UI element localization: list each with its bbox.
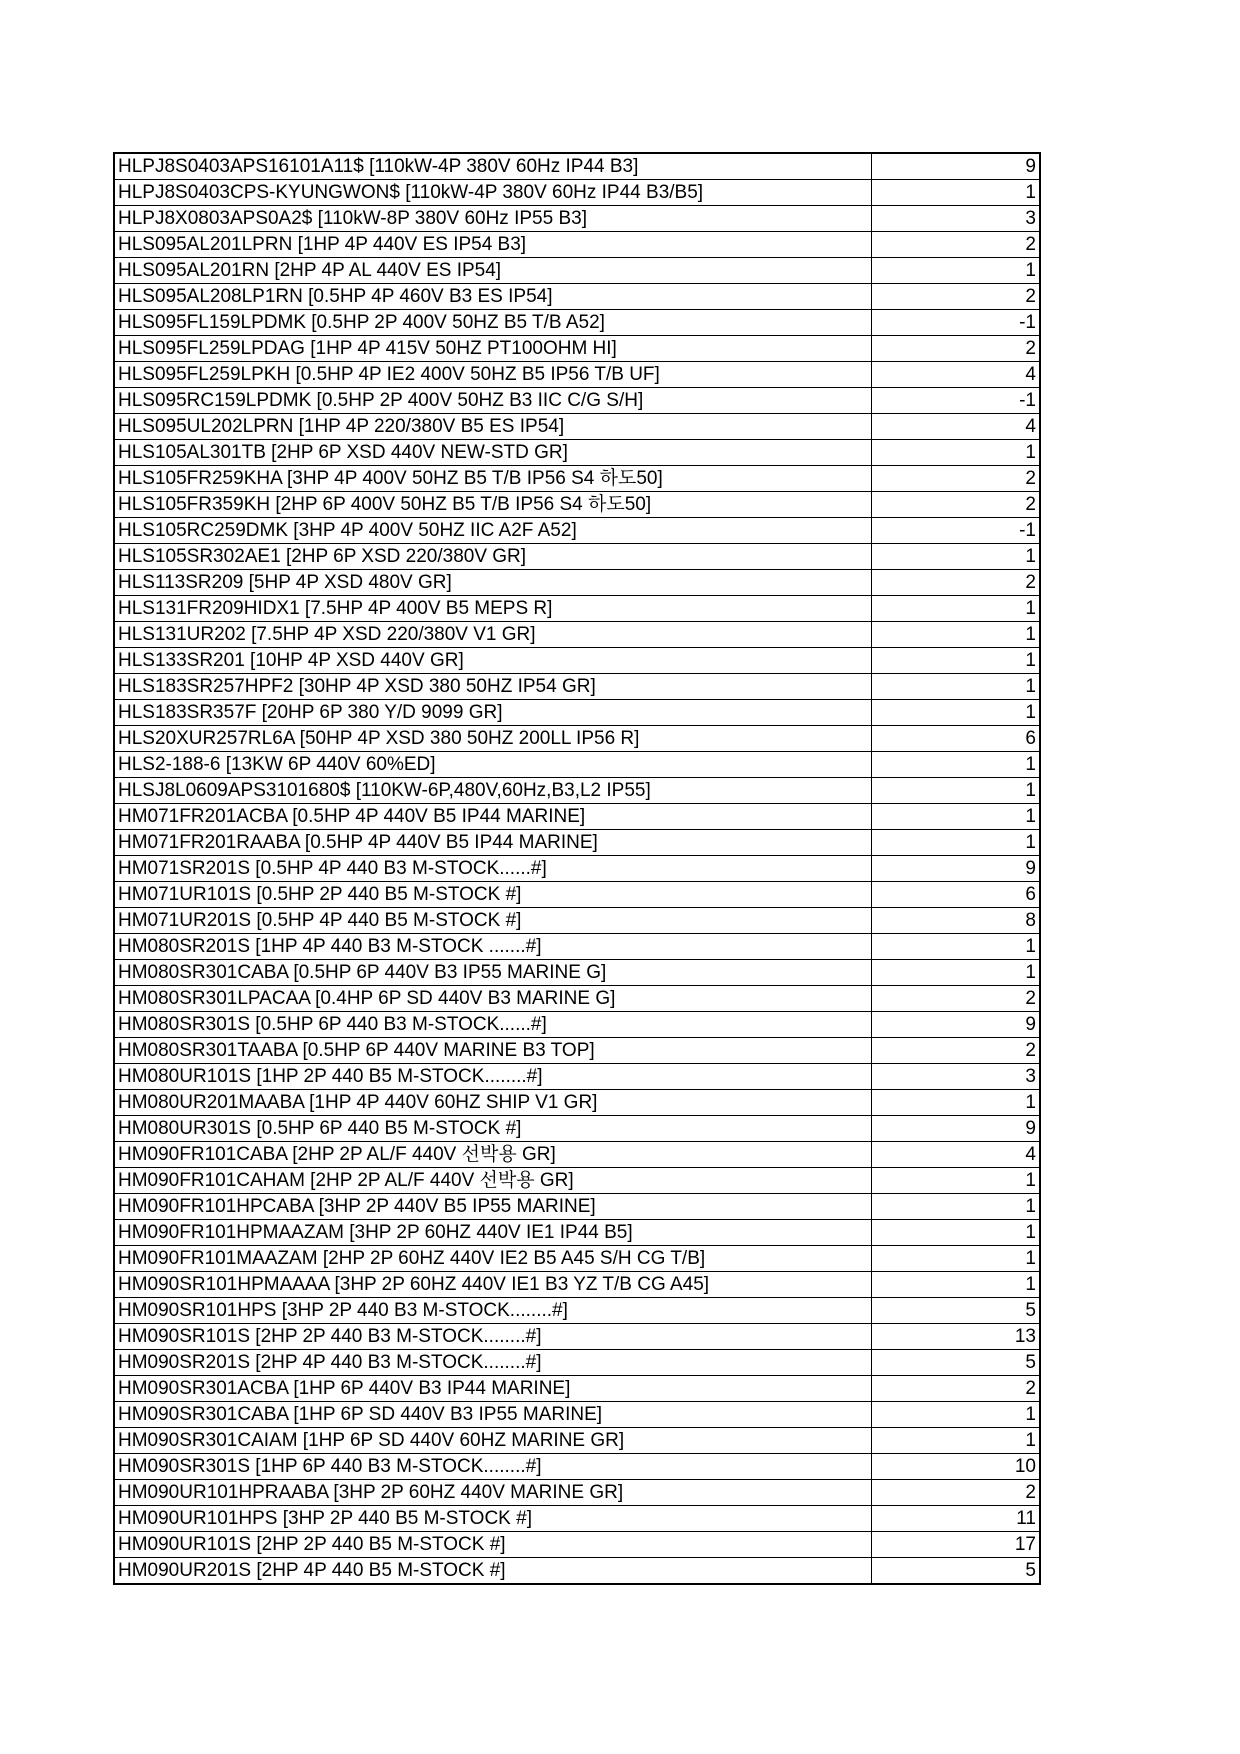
item-quantity-cell: 5	[872, 1558, 1040, 1585]
item-description-cell: HM090UR101HPS [3HP 2P 440 B5 M-STOCK #]	[114, 1506, 872, 1532]
item-description-cell: HLS095AL201RN [2HP 4P AL 440V ES IP54]	[114, 258, 872, 284]
item-description-cell: HM090UR201S [2HP 4P 440 B5 M-STOCK #]	[114, 1558, 872, 1585]
item-description-cell: HLS105FR359KH [2HP 6P 400V 50HZ B5 T/B IP56 S4 하도50]	[114, 492, 872, 518]
item-quantity-cell: 13	[872, 1324, 1040, 1350]
item-description-cell: HLS095FL259LPKH [0.5HP 4P IE2 400V 50HZ B5 IP56 T/B UF]	[114, 362, 872, 388]
table-row	[114, 258, 1040, 284]
table-row	[114, 1324, 1040, 1350]
table-row	[114, 726, 1040, 752]
item-description-cell: HM080UR201MAABA [1HP 4P 440V 60HZ SHIP V1 GR]	[114, 1090, 872, 1116]
item-description-cell: HM090SR301ACBA [1HP 6P 440V B3 IP44 MARINE]	[114, 1376, 872, 1402]
item-quantity-cell: 1	[872, 1272, 1040, 1298]
table-row	[114, 700, 1040, 726]
table-row	[114, 1480, 1040, 1506]
table-row	[114, 1220, 1040, 1246]
item-description-cell: HM090FR101HPCABA [3HP 2P 440V B5 IP55 MARINE]	[114, 1194, 872, 1220]
item-description-cell: HLS20XUR257RL6A [50HP 4P XSD 380 50HZ 200LL IP56 R]	[114, 726, 872, 752]
table-row	[114, 1350, 1040, 1376]
table-row	[114, 1454, 1040, 1480]
item-quantity-cell: 1	[872, 778, 1040, 804]
item-description-cell: HM090FR101MAAZAM [2HP 2P 60HZ 440V IE2 B5 A45 S/H CG T/B]	[114, 1246, 872, 1272]
item-quantity-cell: 5	[872, 1298, 1040, 1324]
item-quantity-cell: 1	[872, 960, 1040, 986]
item-description-cell: HLS095FL159LPDMK [0.5HP 2P 400V 50HZ B5 T/B A52]	[114, 310, 872, 336]
item-description-cell: HLPJ8S0403APS16101A11$ [110kW-4P 380V 60Hz IP44 B3]	[114, 153, 872, 180]
table-row	[114, 960, 1040, 986]
item-quantity-cell: 1	[872, 830, 1040, 856]
item-quantity-cell: 9	[872, 153, 1040, 180]
item-quantity-cell: 4	[872, 1142, 1040, 1168]
table-row	[114, 1064, 1040, 1090]
item-description-cell: HLS095AL208LP1RN [0.5HP 4P 460V B3 ES IP54]	[114, 284, 872, 310]
item-quantity-cell: 6	[872, 882, 1040, 908]
item-quantity-cell: 2	[872, 570, 1040, 596]
item-description-cell: HM090FR101HPMAAZAM [3HP 2P 60HZ 440V IE1 IP44 B5]	[114, 1220, 872, 1246]
item-description-cell: HLS105AL301TB [2HP 6P XSD 440V NEW-STD GR]	[114, 440, 872, 466]
item-quantity-cell: 2	[872, 284, 1040, 310]
item-description-cell: HLS095FL259LPDAG [1HP 4P 415V 50HZ PT100OHM HI]	[114, 336, 872, 362]
item-description-cell: HLS183SR357F [20HP 6P 380 Y/D 9099 GR]	[114, 700, 872, 726]
table-row	[114, 986, 1040, 1012]
table-row	[114, 1558, 1040, 1585]
item-quantity-cell: 1	[872, 180, 1040, 206]
item-description-cell: HLPJ8S0403CPS-KYUNGWON$ [110kW-4P 380V 60Hz IP44 B3/B5]	[114, 180, 872, 206]
item-quantity-cell: 9	[872, 1012, 1040, 1038]
table-row	[114, 232, 1040, 258]
table-row	[114, 1012, 1040, 1038]
item-description-cell: HLS131FR209HIDX1 [7.5HP 4P 400V B5 MEPS R]	[114, 596, 872, 622]
item-description-cell: HLS183SR257HPF2 [30HP 4P XSD 380 50HZ IP54 GR]	[114, 674, 872, 700]
item-quantity-cell: -1	[872, 388, 1040, 414]
item-description-cell: HM071SR201S [0.5HP 4P 440 B3 M-STOCK......#]	[114, 856, 872, 882]
item-description-cell: HLS095UL202LPRN [1HP 4P 220/380V B5 ES IP54]	[114, 414, 872, 440]
table-row	[114, 518, 1040, 544]
item-quantity-cell: 4	[872, 362, 1040, 388]
table-row	[114, 1194, 1040, 1220]
item-description-cell: HM090SR301CAIAM [1HP 6P SD 440V 60HZ MARINE GR]	[114, 1428, 872, 1454]
item-description-cell: HM090FR101CABA [2HP 2P AL/F 440V 선박용 GR]	[114, 1142, 872, 1168]
item-description-cell: HLS105SR302AE1 [2HP 6P XSD 220/380V GR]	[114, 544, 872, 570]
table-row	[114, 1506, 1040, 1532]
item-quantity-cell: 1	[872, 752, 1040, 778]
table-row	[114, 908, 1040, 934]
table-row	[114, 206, 1040, 232]
item-quantity-cell: 2	[872, 1376, 1040, 1402]
table-row	[114, 622, 1040, 648]
item-quantity-cell: 1	[872, 596, 1040, 622]
table-row	[114, 1272, 1040, 1298]
item-description-cell: HM090SR101S [2HP 2P 440 B3 M-STOCK........#]	[114, 1324, 872, 1350]
item-quantity-cell: 2	[872, 336, 1040, 362]
item-description-cell: HLPJ8X0803APS0A2$ [110kW-8P 380V 60Hz IP55 B3]	[114, 206, 872, 232]
item-quantity-cell: 1	[872, 648, 1040, 674]
item-quantity-cell: 5	[872, 1350, 1040, 1376]
item-description-cell: HLS105FR259KHA [3HP 4P 400V 50HZ B5 T/B IP56 S4 하도50]	[114, 466, 872, 492]
item-description-cell: HM080SR301TAABA [0.5HP 6P 440V MARINE B3 TOP]	[114, 1038, 872, 1064]
item-description-cell: HM071FR201RAABA [0.5HP 4P 440V B5 IP44 MARINE]	[114, 830, 872, 856]
item-quantity-cell: 1	[872, 1402, 1040, 1428]
item-quantity-cell: 10	[872, 1454, 1040, 1480]
table-row	[114, 1246, 1040, 1272]
item-quantity-cell: 1	[872, 804, 1040, 830]
table-row	[114, 153, 1040, 180]
item-quantity-cell: 3	[872, 1064, 1040, 1090]
item-quantity-cell: 1	[872, 1220, 1040, 1246]
inventory-table	[113, 152, 1041, 1585]
item-quantity-cell: 1	[872, 1194, 1040, 1220]
item-quantity-cell: 1	[872, 1090, 1040, 1116]
item-description-cell: HM090UR101S [2HP 2P 440 B5 M-STOCK #]	[114, 1532, 872, 1558]
item-quantity-cell: 1	[872, 934, 1040, 960]
item-description-cell: HM080SR201S [1HP 4P 440 B3 M-STOCK .......#]	[114, 934, 872, 960]
table-row	[114, 1116, 1040, 1142]
item-quantity-cell: 17	[872, 1532, 1040, 1558]
item-description-cell: HLS105RC259DMK [3HP 4P 400V 50HZ IIC A2F A52]	[114, 518, 872, 544]
item-description-cell: HM080SR301LPACAA [0.4HP 6P SD 440V B3 MARINE G]	[114, 986, 872, 1012]
table-row	[114, 648, 1040, 674]
table-row	[114, 1376, 1040, 1402]
item-quantity-cell: 9	[872, 1116, 1040, 1142]
table-row	[114, 466, 1040, 492]
inventory-rows	[114, 153, 1040, 1584]
item-description-cell: HM080SR301S [0.5HP 6P 440 B3 M-STOCK......#]	[114, 1012, 872, 1038]
item-description-cell: HLS133SR201 [10HP 4P XSD 440V GR]	[114, 648, 872, 674]
item-description-cell: HM090SR201S [2HP 4P 440 B3 M-STOCK........#]	[114, 1350, 872, 1376]
table-row	[114, 1298, 1040, 1324]
item-quantity-cell: 1	[872, 440, 1040, 466]
table-row	[114, 284, 1040, 310]
table-row	[114, 1532, 1040, 1558]
table-row	[114, 752, 1040, 778]
table-row	[114, 778, 1040, 804]
table-row	[114, 882, 1040, 908]
item-quantity-cell: 1	[872, 674, 1040, 700]
item-quantity-cell: 2	[872, 492, 1040, 518]
item-quantity-cell: 1	[872, 700, 1040, 726]
item-quantity-cell: 2	[872, 1480, 1040, 1506]
item-description-cell: HM090SR301S [1HP 6P 440 B3 M-STOCK........#]	[114, 1454, 872, 1480]
item-quantity-cell: 2	[872, 986, 1040, 1012]
table-row	[114, 492, 1040, 518]
inventory-sheet	[113, 152, 1041, 1585]
item-description-cell: HLS113SR209 [5HP 4P XSD 480V GR]	[114, 570, 872, 596]
item-quantity-cell: -1	[872, 310, 1040, 336]
item-description-cell: HM080SR301CABA [0.5HP 6P 440V B3 IP55 MARINE G]	[114, 960, 872, 986]
item-description-cell: HM071FR201ACBA [0.5HP 4P 440V B5 IP44 MARINE]	[114, 804, 872, 830]
table-row	[114, 414, 1040, 440]
table-row	[114, 934, 1040, 960]
item-description-cell: HM071UR201S [0.5HP 4P 440 B5 M-STOCK #]	[114, 908, 872, 934]
table-row	[114, 674, 1040, 700]
table-row	[114, 1038, 1040, 1064]
table-row	[114, 336, 1040, 362]
item-description-cell: HM071UR101S [0.5HP 2P 440 B5 M-STOCK #]	[114, 882, 872, 908]
table-row	[114, 310, 1040, 336]
table-row	[114, 856, 1040, 882]
item-quantity-cell: 1	[872, 1246, 1040, 1272]
item-description-cell: HM090FR101CAHAM [2HP 2P AL/F 440V 선박용 GR]	[114, 1168, 872, 1194]
item-description-cell: HLS131UR202 [7.5HP 4P XSD 220/380V V1 GR]	[114, 622, 872, 648]
table-row	[114, 388, 1040, 414]
table-row	[114, 180, 1040, 206]
item-description-cell: HM090UR101HPRAABA [3HP 2P 60HZ 440V MARINE GR]	[114, 1480, 872, 1506]
item-quantity-cell: 2	[872, 466, 1040, 492]
table-row	[114, 362, 1040, 388]
item-quantity-cell: 9	[872, 856, 1040, 882]
table-row	[114, 596, 1040, 622]
item-description-cell: HM080UR301S [0.5HP 6P 440 B5 M-STOCK #]	[114, 1116, 872, 1142]
item-description-cell: HM090SR101HPMAAAA [3HP 2P 60HZ 440V IE1 B3 YZ T/B CG A45]	[114, 1272, 872, 1298]
item-quantity-cell: 2	[872, 232, 1040, 258]
item-quantity-cell: 1	[872, 544, 1040, 570]
item-quantity-cell: -1	[872, 518, 1040, 544]
table-row	[114, 1168, 1040, 1194]
item-quantity-cell: 6	[872, 726, 1040, 752]
table-row	[114, 1428, 1040, 1454]
table-row	[114, 830, 1040, 856]
item-quantity-cell: 1	[872, 258, 1040, 284]
item-quantity-cell: 1	[872, 1428, 1040, 1454]
table-row	[114, 1090, 1040, 1116]
item-description-cell: HLSJ8L0609APS3101680$ [110KW-6P,480V,60Hz,B3,L2 IP55]	[114, 778, 872, 804]
table-row	[114, 1142, 1040, 1168]
item-quantity-cell: 8	[872, 908, 1040, 934]
item-description-cell: HM090SR101HPS [3HP 2P 440 B3 M-STOCK........#]	[114, 1298, 872, 1324]
item-quantity-cell: 3	[872, 206, 1040, 232]
item-quantity-cell: 4	[872, 414, 1040, 440]
table-row	[114, 544, 1040, 570]
item-quantity-cell: 2	[872, 1038, 1040, 1064]
table-row	[114, 440, 1040, 466]
table-row	[114, 1402, 1040, 1428]
item-description-cell: HLS095RC159LPDMK [0.5HP 2P 400V 50HZ B3 IIC C/G S/H]	[114, 388, 872, 414]
table-row	[114, 804, 1040, 830]
item-description-cell: HLS2-188-6 [13KW 6P 440V 60%ED]	[114, 752, 872, 778]
item-description-cell: HM090SR301CABA [1HP 6P SD 440V B3 IP55 MARINE]	[114, 1402, 872, 1428]
item-quantity-cell: 1	[872, 622, 1040, 648]
table-row	[114, 570, 1040, 596]
item-description-cell: HM080UR101S [1HP 2P 440 B5 M-STOCK........#]	[114, 1064, 872, 1090]
item-quantity-cell: 11	[872, 1506, 1040, 1532]
item-quantity-cell: 1	[872, 1168, 1040, 1194]
item-description-cell: HLS095AL201LPRN [1HP 4P 440V ES IP54 B3]	[114, 232, 872, 258]
